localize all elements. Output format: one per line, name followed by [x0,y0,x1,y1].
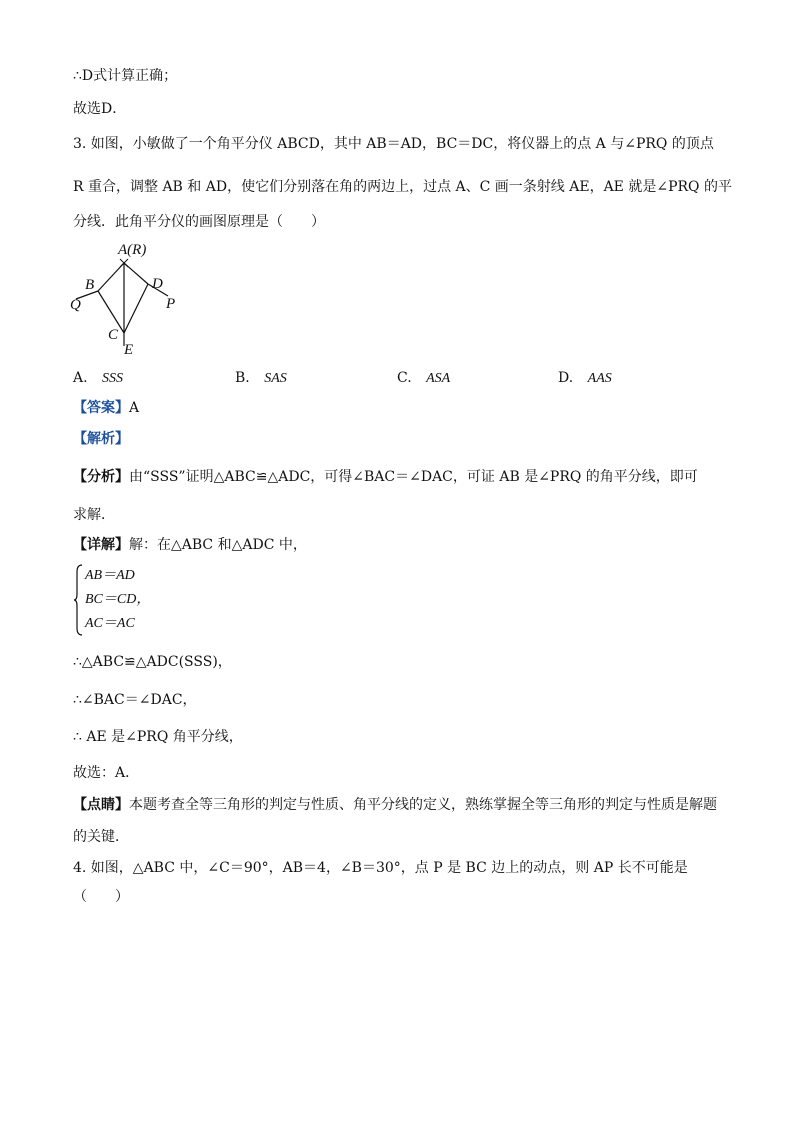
label-E: E [124,342,134,358]
angle-bisector-figure [66,236,196,360]
fenxi-line-1 [73,467,698,487]
option-b-letter: B. [235,370,250,386]
select-line: 故选：A． [73,765,140,781]
label-D: D [152,276,163,292]
system-eq-2: BC＝CD， [85,592,151,607]
fenxi-text-1: 由“SSS”证明△ABC≌△ADC，可得∠BAC＝∠DAC，可证 AB 是∠PRQ 的角平分线，即可 [129,469,698,485]
xiangjie-tag: 【详解】 [73,537,129,553]
segment-DC [124,284,148,333]
label-B: B [85,277,95,293]
dianjing-line-2: 的关键． [73,829,129,845]
option-c-text: ASA [426,371,451,386]
answer-line [73,398,139,418]
xiangjie-line [73,535,307,555]
option-b-text: SAS [264,371,287,386]
step-line-2: ∴∠BAC＝∠DAC， [73,692,197,708]
dianjing-tag: 【点睛】 [73,797,129,813]
xiangjie-text: 解：在△ABC 和△ADC 中， [129,537,307,553]
label-Q: Q [70,297,81,313]
option-d-letter: D. [558,370,574,386]
dianjing-text-1: 本题考查全等三角形的判定与性质、角平分线的定义，熟练掌握全等三角形的判定与性质是解题 [129,797,717,813]
option-d-text: AAS [587,371,612,386]
option-b [235,368,287,389]
option-a [73,368,123,389]
fenxi-line-2: 求解． [73,507,115,523]
fenxi-tag: 【分析】 [73,469,129,485]
segment-AB [98,263,124,291]
label-A: A(R) [118,242,147,258]
option-a-text: SSS [102,371,124,386]
q3-stem-line-2: R 重合，调整 AB 和 AD，使它们分别落在角的两边上，过点 A、C 画一条射线 AE，AE 就是∠PRQ 的平 [73,179,732,195]
answer-tag: 【答案】 [73,400,129,416]
q4-stem-line-2: （ ） [73,889,129,905]
option-c [397,368,450,389]
system-eq-1: AB＝AD [85,568,135,583]
prev-solution-line-2: 故选D． [73,101,127,117]
option-c-letter: C. [397,370,412,386]
answer-value: A [129,400,140,416]
label-P: P [166,296,176,312]
q4-stem-line-1: 4. 如图，△ABC 中，∠C＝90°，AB＝4，∠B＝30°，点 P 是 BC 边上的动点，则 AP 长不可能是 [73,860,688,876]
step-line-3: ∴ AE 是∠PRQ 角平分线， [73,729,243,745]
q3-stem-line-3: 分线．此角平分仪的画图原理是（ ） [73,214,325,230]
label-C: C [108,327,119,343]
q3-stem-line-1: 3. 如图，小敏做了一个角平分仪 ABCD，其中 AB＝AD，BC＝DC，将仪器上的点 A 与∠PRQ 的顶点 [73,136,714,152]
step-line-1: ∴△ABC≌△ADC(SSS)， [73,654,232,670]
option-d [558,368,612,389]
dianjing-line-1 [73,795,717,815]
option-a-letter: A. [73,370,88,386]
analysis-line [73,429,129,449]
system-eq-3: AC＝AC [85,616,135,631]
prev-solution-line-1: ∴D式计算正确； [73,68,178,84]
system-brace [73,564,83,636]
analysis-tag: 【解析】 [73,431,129,447]
